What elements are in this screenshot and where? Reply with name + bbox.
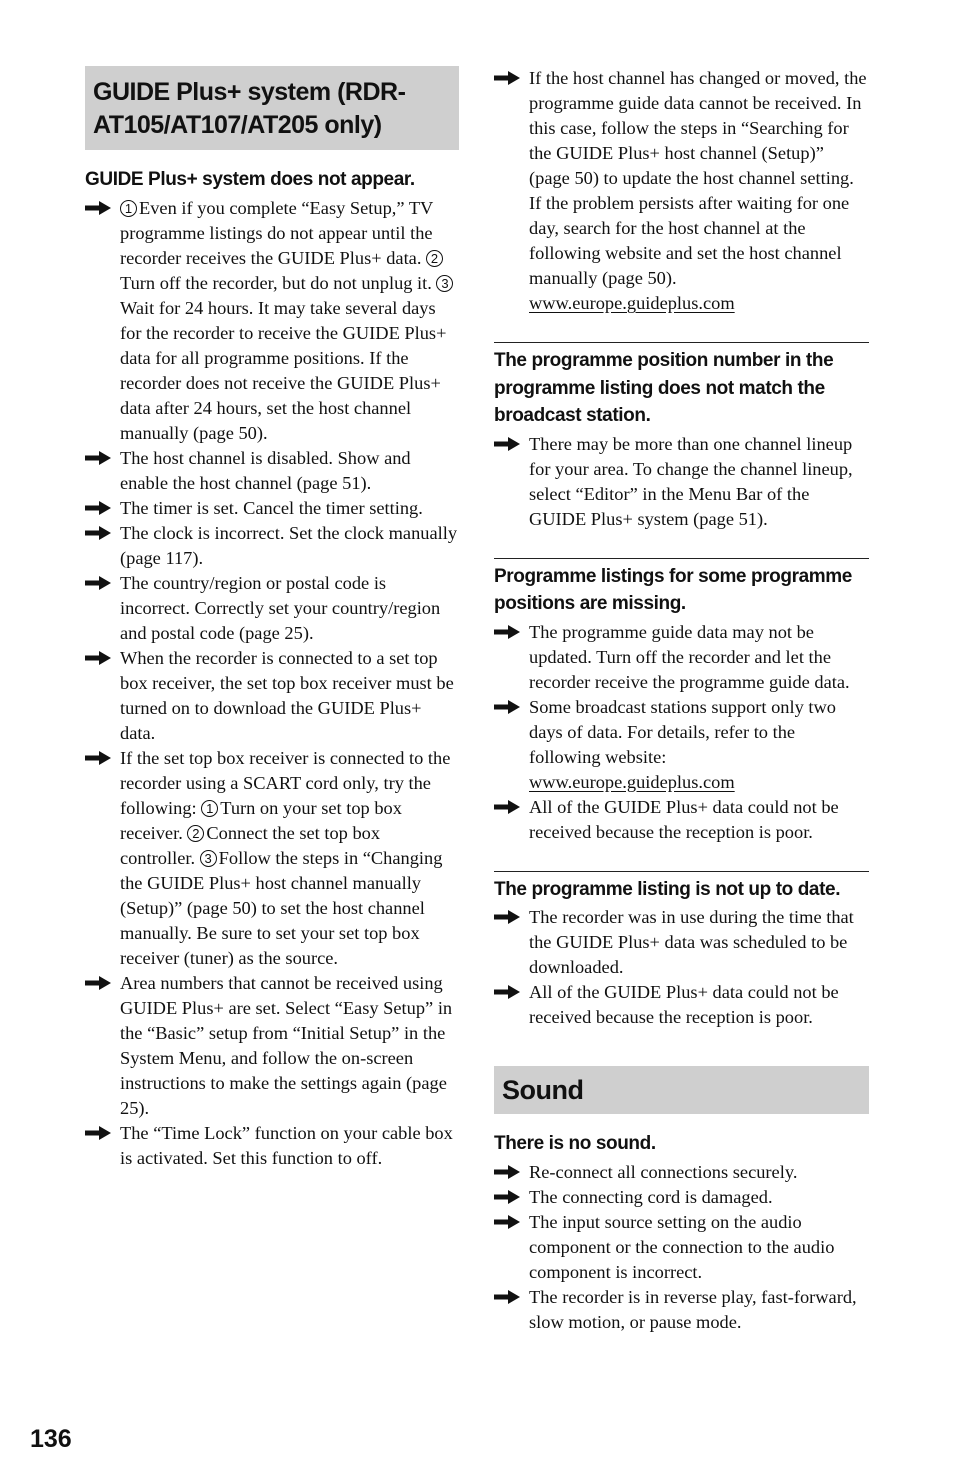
arrow-icon [494, 1215, 520, 1229]
item-text: Re-connect all connections securely. [529, 1161, 798, 1182]
step-number-icon: 2 [426, 250, 443, 267]
step-number-icon: 3 [200, 850, 217, 867]
item-text: The country/region or postal code is incorrect. Correctly set your country/region and postal code (page 25). [120, 572, 441, 643]
list-item [85, 1121, 459, 1171]
item-text: Even if you complete “Easy Setup,” TV programme listings do not appear until the recorder receives the GUIDE Plus+ data. [120, 197, 434, 268]
step-number-icon: 1 [120, 200, 137, 217]
page-number: 136 [30, 1425, 72, 1453]
list-item [85, 446, 459, 496]
arrow-icon [494, 800, 520, 814]
arrow-icon [494, 910, 520, 924]
subheading-position-mismatch: The programme position number in the programme listing does not match the broadcast station. [494, 350, 834, 426]
arrow-icon [85, 526, 111, 540]
list-item [85, 496, 459, 521]
left-column [85, 66, 459, 1171]
subheading-not-appear: GUIDE Plus+ system does not appear. [85, 169, 415, 190]
list-item [85, 646, 459, 746]
item-list [494, 66, 869, 316]
arrow-icon [85, 501, 111, 515]
item-text: Connect the set top box controller. [120, 822, 381, 868]
section-divider [494, 871, 869, 1031]
item-list [494, 620, 869, 845]
arrow-icon [494, 985, 520, 999]
item-text: When the recorder is connected to a set top box receiver, the set top box receiver must be turned on to download the GUIDE Plus+ data. [120, 647, 454, 743]
item-text: There may be more than one channel lineup for your area. To change the channel lineup, select “Editor” in the Menu Bar of the GUIDE Plus+ system (page 51). [529, 433, 853, 529]
list-item [494, 1285, 869, 1335]
arrow-icon [85, 751, 111, 765]
item-text: The clock is incorrect. Set the clock manually (page 117). [120, 522, 458, 568]
step-number-icon: 1 [201, 800, 218, 817]
list-item [494, 1185, 869, 1210]
arrow-icon [494, 437, 520, 451]
subheading-not-up-to-date: The programme listing is not up to date. [494, 878, 841, 900]
list-item [494, 980, 869, 1030]
list-item [494, 795, 869, 845]
list-item [494, 905, 869, 980]
arrow-icon [494, 700, 520, 714]
item-text: The programme guide data may not be updated. Turn off the recorder and let the recorder receive the programme guide data. [529, 621, 850, 692]
arrow-icon [85, 201, 111, 215]
list-item [494, 620, 869, 695]
section-divider [494, 342, 869, 532]
item-text: Area numbers that cannot be received using GUIDE Plus+ are set. Select “Easy Setup” in the “Basic” setup from “Initial Setup” in the System Menu, and follow the on-screen instructions to make the settings again (page 25). [120, 972, 453, 1118]
arrow-icon [494, 1190, 520, 1204]
item-text: Turn off the recorder, but do not unplug it. [120, 272, 437, 293]
website-link[interactable]: www.europe.guideplus.com [529, 293, 735, 313]
list-item [85, 196, 459, 446]
list-item [85, 521, 459, 571]
arrow-icon [85, 451, 111, 465]
step-number-icon: 2 [187, 825, 204, 842]
item-text: All of the GUIDE Plus+ data could not be received because the reception is poor. [529, 796, 839, 842]
arrow-icon [85, 651, 111, 665]
list-item [494, 1210, 869, 1285]
item-list [494, 432, 869, 532]
item-text: The recorder is in reverse play, fast-forward, slow motion, or pause mode. [529, 1286, 857, 1332]
step-number-icon: 3 [436, 275, 453, 292]
list-item [494, 1160, 869, 1185]
item-text: The recorder was in use during the time that the GUIDE Plus+ data was scheduled to be downloaded. [529, 907, 854, 977]
arrow-icon [85, 1126, 111, 1140]
arrow-icon [494, 1165, 520, 1179]
list-item [494, 66, 869, 316]
arrow-icon [494, 625, 520, 639]
item-text: If the host channel has changed or moved, the programme guide data cannot be received. In this case, follow the steps in “Searching for the GUIDE Plus+ host channel (Setup)” (page 50) to update the host channel setting. If the problem persists after waiting for one day, search for the host channel at the following website and set the host channel manually (page 50). [529, 68, 867, 288]
list-item [494, 695, 869, 795]
subheading-listings-missing: Programme listings for some programme positions are missing. [494, 565, 852, 614]
list-item [494, 432, 869, 532]
arrow-icon [494, 71, 520, 85]
list-item [85, 746, 459, 971]
section-heading-guide-plus: GUIDE Plus+ system (RDR-AT105/AT107/AT205 only) [85, 66, 459, 150]
list-item [85, 571, 459, 646]
item-list [494, 1160, 869, 1335]
item-text: If the set top box receiver is connected to the recorder using a SCART cord only, try the following: [120, 747, 451, 818]
list-item [85, 971, 459, 1121]
arrow-icon [85, 576, 111, 590]
item-text: Wait for 24 hours. It may take several days for the recorder to receive the GUIDE Plus+ data for all programme positions. If the recorder does not receive the GUIDE Plus+ data after 24 hours, set the host channel manually (page 50). [120, 297, 447, 443]
item-text: Follow the steps in “Changing the GUIDE Plus+ host channel manually (Setup)” (page 50) to set the host channel manually. Be sure to set your set top box receiver (tuner) as the source. [120, 847, 443, 968]
section-divider [494, 558, 869, 845]
item-list [494, 905, 869, 1030]
item-text: Turn on your set top box receiver. [120, 797, 402, 843]
section-heading-sound: Sound [494, 1066, 869, 1114]
item-text: The timer is set. Cancel the timer setting. [120, 497, 423, 518]
item-list [85, 196, 459, 1171]
arrow-icon [85, 976, 111, 990]
item-text: The input source setting on the audio component or the connection to the audio component is incorrect. [529, 1211, 835, 1282]
item-text: The host channel is disabled. Show and enable the host channel (page 51). [120, 447, 411, 493]
arrow-icon [494, 1290, 520, 1304]
item-text: Some broadcast stations support only two days of data. For details, refer to the following website: [529, 696, 836, 767]
item-text: The “Time Lock” function on your cable box is activated. Set this function to off. [120, 1122, 453, 1168]
item-text: The connecting cord is damaged. [529, 1186, 773, 1207]
website-link[interactable]: www.europe.guideplus.com [529, 771, 735, 792]
right-column [494, 66, 869, 1335]
item-text: All of the GUIDE Plus+ data could not be received because the reception is poor. [529, 982, 839, 1027]
subheading-no-sound: There is no sound. [494, 1133, 656, 1154]
